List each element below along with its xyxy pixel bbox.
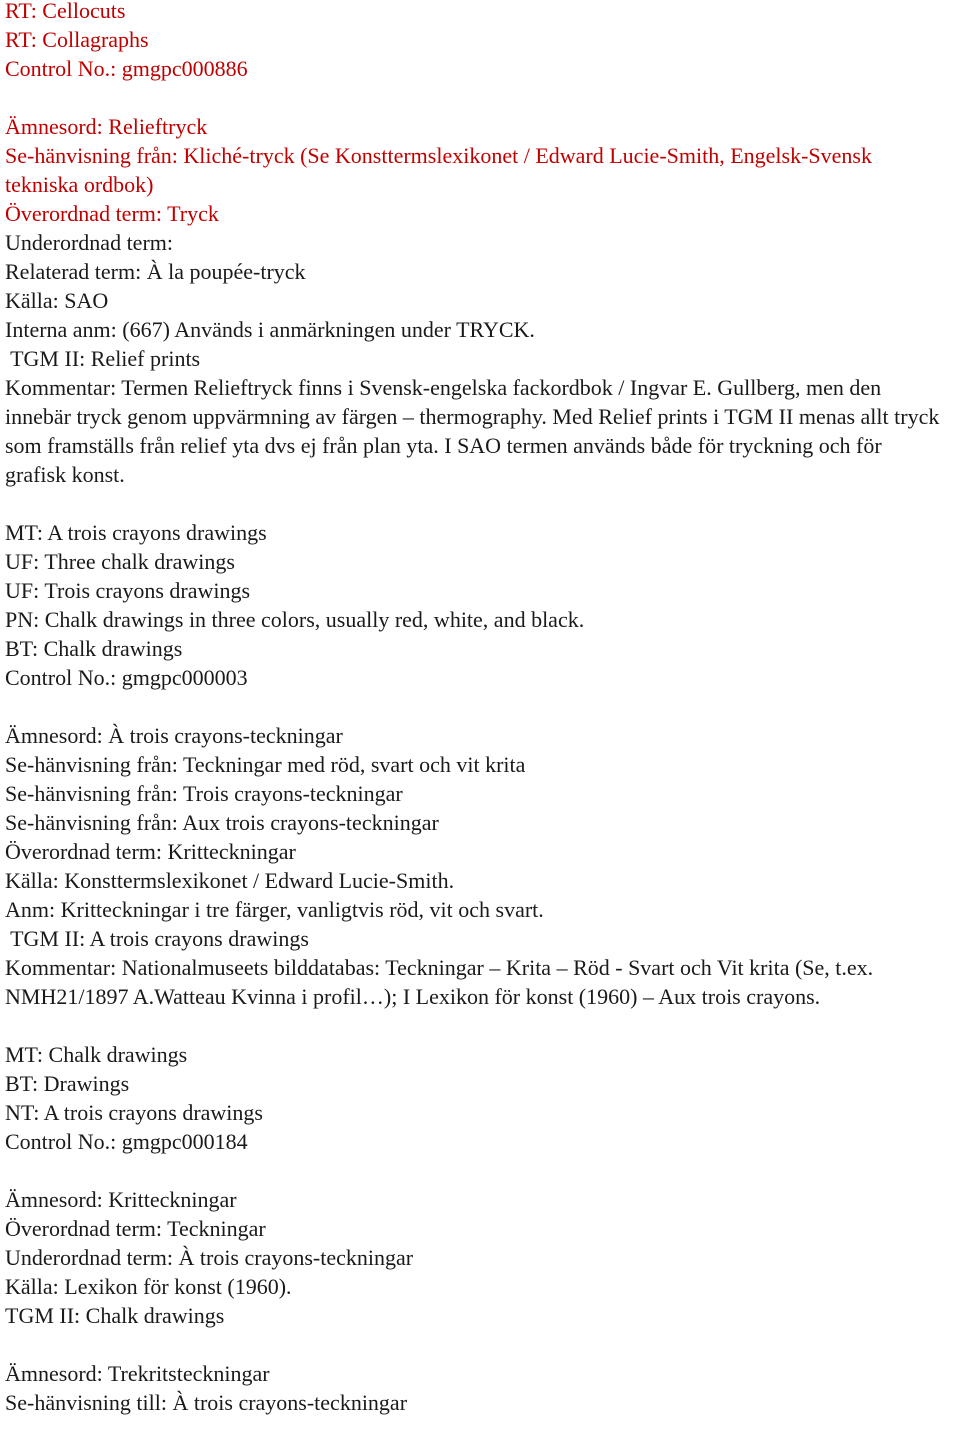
se-hanvisning-klichetryck: Se-hänvisning från: Kliché-tryck (Se Konsttermslexikonet / Edward Lucie-Smith, Engelsk-Svensk tekniska ordbok): [5, 143, 872, 197]
se-hanvisning-till: Se-hänvisning till: À trois crayons-teckningar: [5, 1390, 408, 1415]
document-page: [5, 0, 955, 1417]
anm-kritteckningar: Anm: Kritteckningar i tre färger, vanligtvis röd, vit och svart.: [5, 897, 544, 922]
underordnad-term: Underordnad term: À trois crayons-teckningar: [5, 1245, 414, 1270]
rt-cellocuts: RT: Cellocuts: [5, 0, 126, 23]
control-number: Control No.: gmgpc000003: [5, 665, 248, 690]
bt-chalk-drawings: BT: Chalk drawings: [5, 636, 183, 661]
control-number: Control No.: gmgpc000184: [5, 1129, 248, 1154]
se-hanvisning-3: Se-hänvisning från: Aux trois crayons-teckningar: [5, 810, 439, 835]
spacer: [5, 692, 955, 721]
tgm-trois-crayons: TGM II: A trois crayons drawings: [5, 926, 309, 951]
overordnad-term: Överordnad term: Tryck: [5, 201, 219, 226]
mt-trois-crayons: MT: A trois crayons drawings: [5, 520, 267, 545]
tgm-chalk-drawings: TGM II: Chalk drawings: [5, 1303, 225, 1328]
interna-anm: Interna anm: (667) Används i anmärkningen under TRYCK.: [5, 317, 535, 342]
se-hanvisning-1: Se-hänvisning från: Teckningar med röd, svart och vit krita: [5, 752, 526, 777]
kalla-sao: Källa: SAO: [5, 288, 109, 313]
spacer: [5, 1156, 955, 1185]
uf-trois-crayons: UF: Trois crayons drawings: [5, 578, 251, 603]
amnesord-kritteckningar: Ämnesord: Kritteckningar: [5, 1187, 237, 1212]
pn-chalk-drawings: PN: Chalk drawings in three colors, usually red, white, and black.: [5, 607, 585, 632]
overordnad-term: Överordnad term: Teckningar: [5, 1216, 266, 1241]
underordnad-term: Underordnad term:: [5, 230, 173, 255]
nt-trois-crayons: NT: A trois crayons drawings: [5, 1100, 263, 1125]
spacer: [5, 1330, 955, 1359]
amnesord-trois-crayons: Ämnesord: À trois crayons-teckningar: [5, 723, 343, 748]
kommentar-relieftryck: Kommentar: Termen Relieftryck finns i Svensk-engelska fackordbok / Ingvar E. Gullberg, men den innebär tryck genom uppvärmning av färgen – thermography. Med Relief prints i TGM II menas allt tryck som framställs från relief yta dvs ej från plan yta. I SAO termen används både för tryckning och för grafisk konst.: [5, 375, 940, 487]
relaterad-term: Relaterad term: À la poupée-tryck: [5, 259, 306, 284]
bt-drawings: BT: Drawings: [5, 1071, 130, 1096]
mt-chalk-drawings: MT: Chalk drawings: [5, 1042, 188, 1067]
kalla-lexikon: Källa: Lexikon för konst (1960).: [5, 1274, 292, 1299]
kommentar-nationalmuseet: Kommentar: Nationalmuseets bilddatabas: Teckningar – Krita – Röd - Svart och Vit krita (Se, t.ex. NMH21/1897 A.Watteau Kvinna i profil…); I Lexikon för konst (1960) – Aux trois crayons.: [5, 955, 874, 1009]
rt-collagraphs: RT: Collagraphs: [5, 27, 149, 52]
spacer: [5, 83, 955, 112]
se-hanvisning-2: Se-hänvisning från: Trois crayons-teckningar: [5, 781, 403, 806]
control-number: Control No.: gmgpc000886: [5, 56, 248, 81]
amnesord-trekritsteckningar: Ämnesord: Trekritsteckningar: [5, 1361, 270, 1386]
tgm-relief-prints: TGM II: Relief prints: [5, 346, 201, 371]
uf-three-chalk: UF: Three chalk drawings: [5, 549, 235, 574]
amnesord-relieftryck: Ämnesord: Relieftryck: [5, 114, 208, 139]
overordnad-term: Överordnad term: Kritteckningar: [5, 839, 296, 864]
spacer: [5, 1011, 955, 1040]
spacer: [5, 489, 955, 518]
kalla-konsttermslexikonet: Källa: Konsttermslexikonet / Edward Lucie-Smith.: [5, 868, 455, 893]
